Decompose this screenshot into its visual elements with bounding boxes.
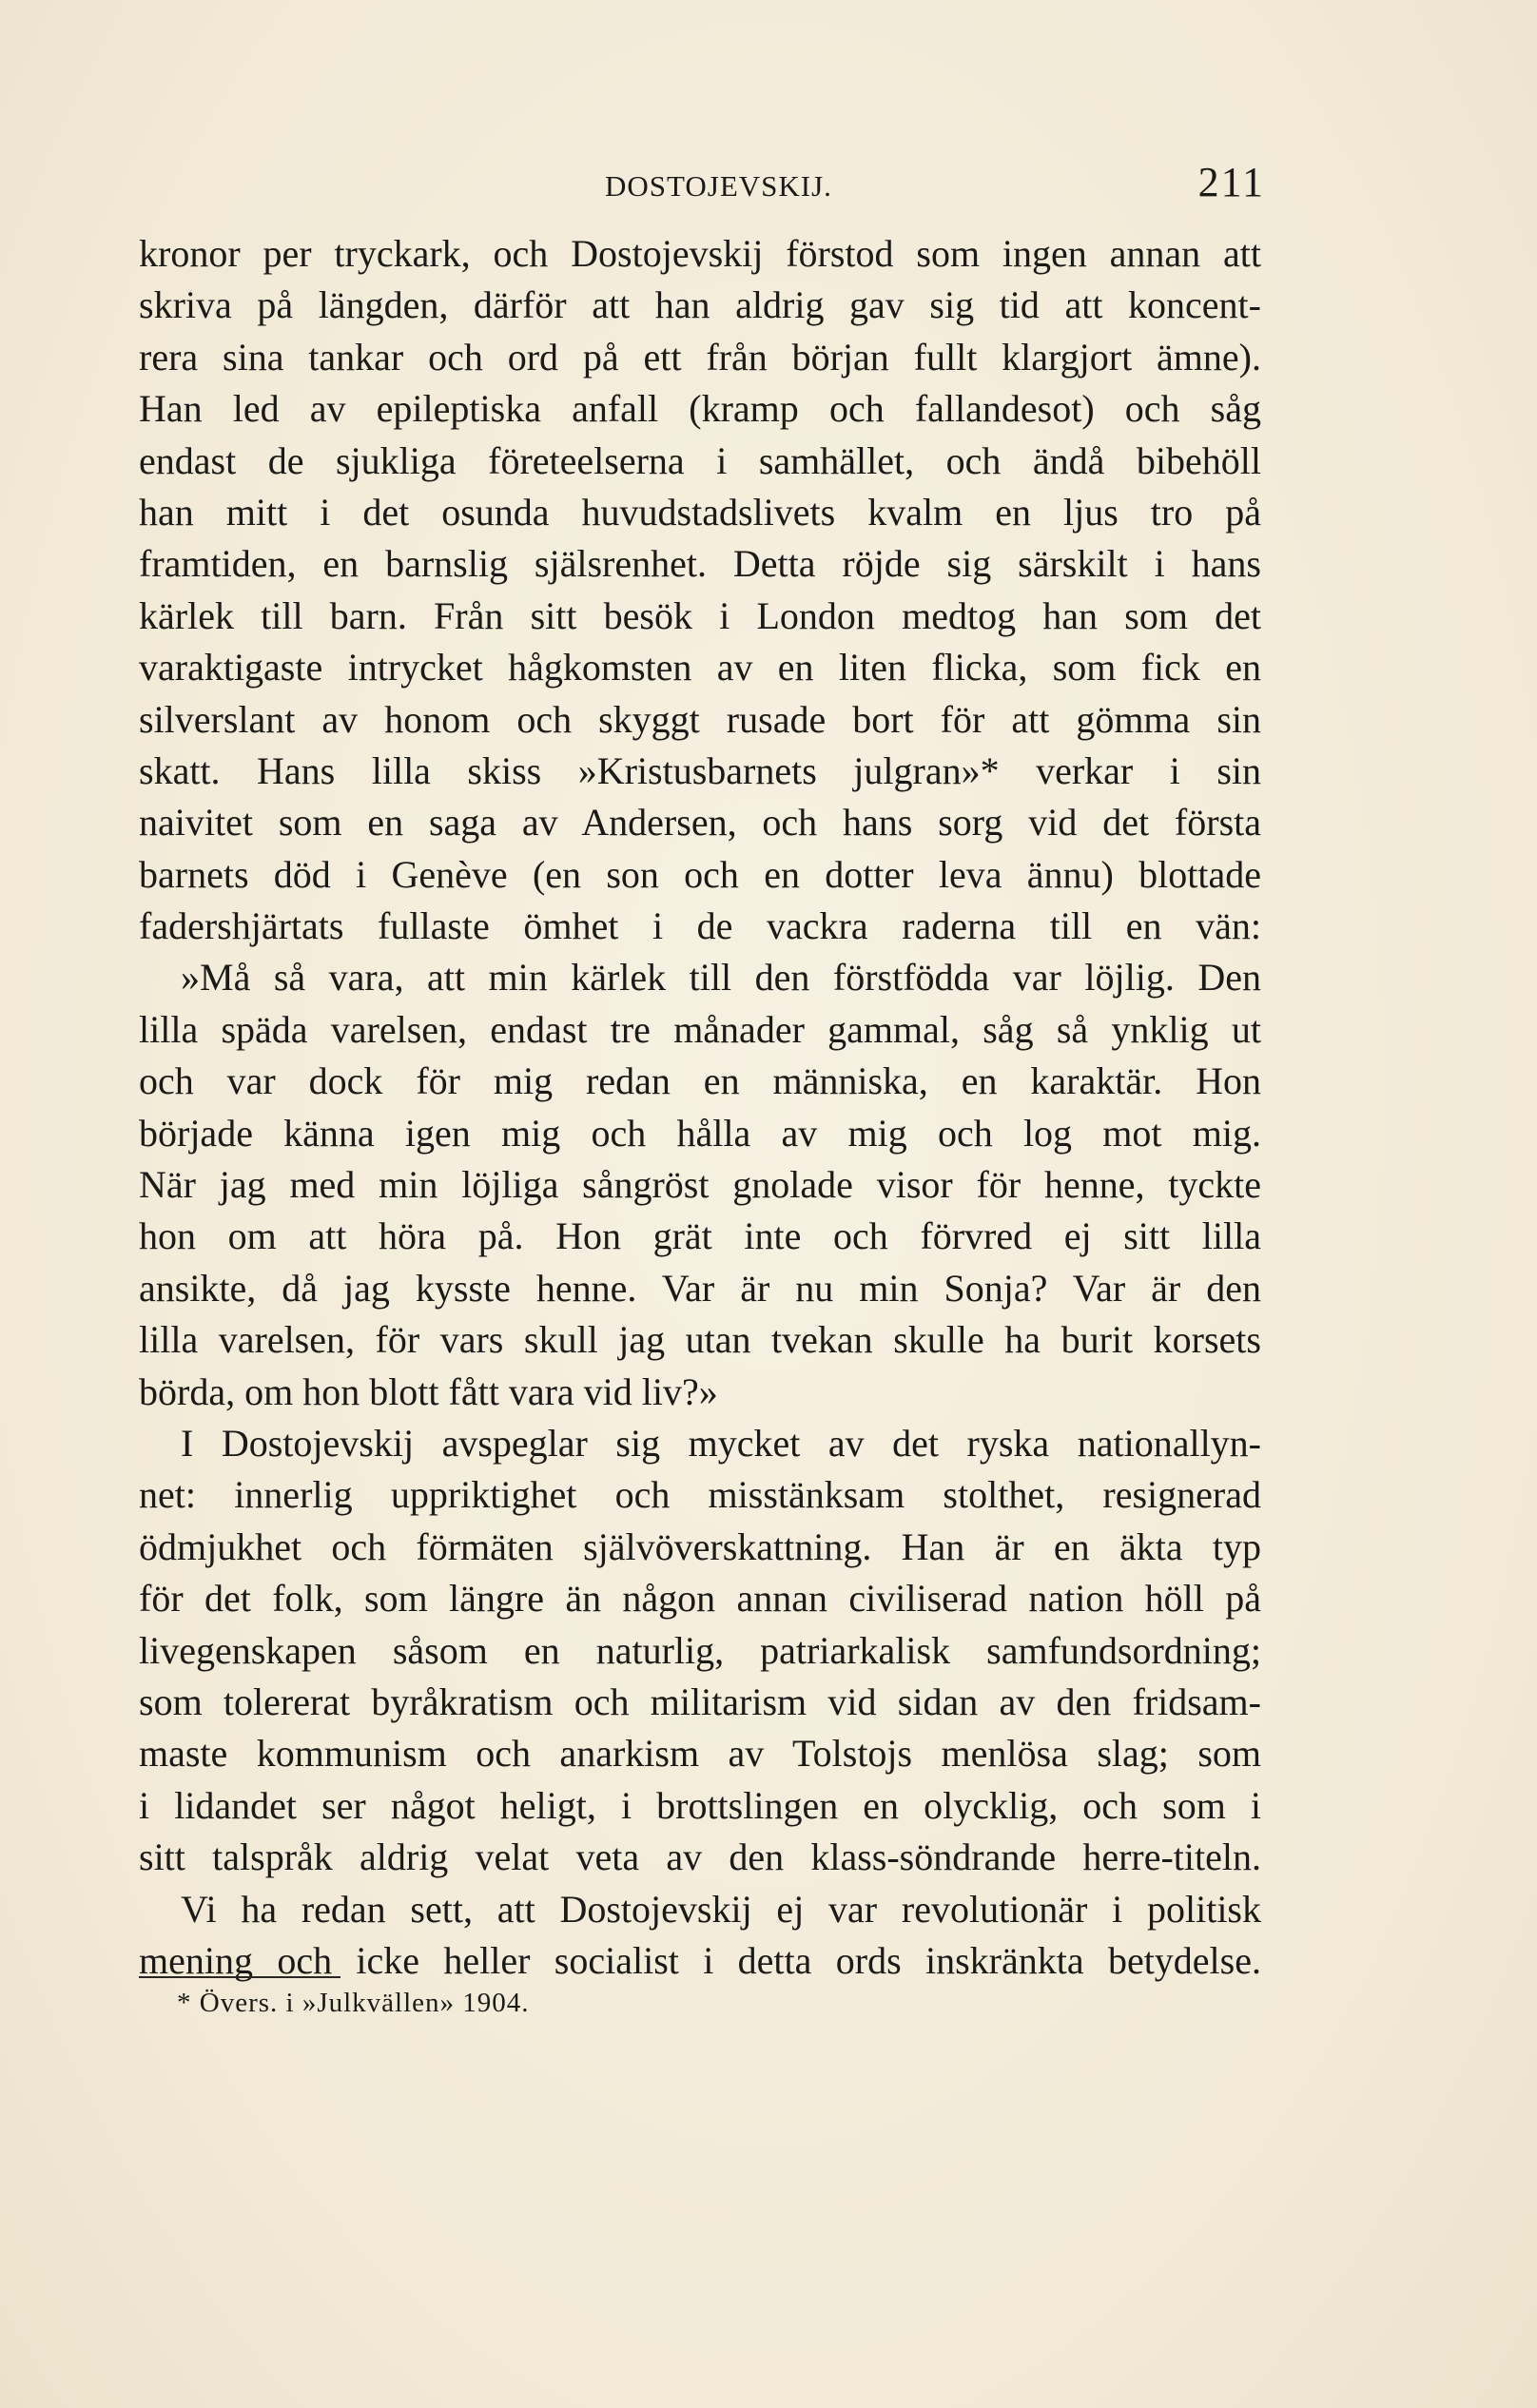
text-line: han mitt i det osunda huvudstadslivets kvalm en ljus tro på <box>139 490 1261 534</box>
text-line: mening och icke heller socialist i detta ords inskränkta betydelse. <box>139 1938 1261 1982</box>
text-line: naivitet som en saga av Andersen, och hans sorg vid det första <box>139 801 1261 845</box>
text-line: I Dostojevskij avspeglar sig mycket av det ryska nationallyn- <box>181 1421 1261 1465</box>
text-line: i lidandet ser något heligt, i brottslingen en olycklig, och som i <box>139 1783 1261 1827</box>
text-line: Han led av epileptiska anfall (kramp och fallandesot) och såg <box>139 387 1261 431</box>
text-line: ansikte, då jag kysste henne. Var är nu min Sonja? Var är den <box>139 1266 1261 1310</box>
footnote: * Övers. i »Julkvällen» 1904. <box>177 1988 530 2018</box>
text-line: livegenskapen såsom en naturlig, patriarkalisk samfundsordning; <box>139 1628 1261 1672</box>
text-line: kärlek till barn. Från sitt besök i London medtog han som det <box>139 593 1261 637</box>
page-header <box>139 158 1265 215</box>
text-line: som tolererat byråkratism och militarism vid sidan av den fridsam- <box>139 1680 1261 1723</box>
page-number: 211 <box>1197 159 1265 205</box>
text-line: kronor per tryckark, och Dostojevskij förstod som ingen annan att <box>139 232 1261 275</box>
text-line: lilla varelsen, för vars skull jag utan tvekan skulle ha burit korsets <box>139 1318 1261 1362</box>
text-line: varaktigaste intrycket hågkomsten av en liten flicka, som fick en <box>139 646 1261 689</box>
text-line: fadershjärtats fullaste ömhet i de vackra raderna till en vän: <box>139 904 1261 948</box>
text-line: skriva på längden, därför att han aldrig gav sig tid att koncent- <box>139 283 1261 327</box>
text-line: började känna igen mig och hålla av mig och log mot mig. <box>139 1111 1261 1155</box>
text-line: börda, om hon blott fått vara vid liv?» <box>139 1369 718 1413</box>
text-line: hon om att höra på. Hon grät inte och förvred ej sitt lilla <box>139 1214 1261 1258</box>
text-line: maste kommunism och anarkism av Tolstojs menlösa slag; som <box>139 1732 1261 1776</box>
footnote-divider <box>139 1976 340 1978</box>
text-line: silverslant av honom och skyggt rusade bort för att gömma sin <box>139 697 1261 741</box>
text-line: sitt talspråk aldrig velat veta av den klass-söndrande herre-titeln. <box>139 1835 1261 1879</box>
text-line: för det folk, som längre än någon annan civiliserad nation höll på <box>139 1577 1261 1621</box>
body-text <box>139 228 1261 1987</box>
text-line: Vi ha redan sett, att Dostojevskij ej var revolutionär i politisk <box>181 1887 1261 1931</box>
text-line: skatt. Hans lilla skiss »Kristusbarnets julgran»* verkar i sin <box>139 748 1261 792</box>
text-line: lilla späda varelsen, endast tre månader gammal, såg så ynklig ut <box>139 1007 1261 1051</box>
text-line: rera sina tankar och ord på ett från början fullt klargjort ämne). <box>139 335 1261 379</box>
text-line: net: innerlig uppriktighet och misstänksam stolthet, resignerad <box>139 1473 1261 1517</box>
text-line: framtiden, en barnslig själsrenhet. Detta röjde sig särskilt i hans <box>139 542 1261 586</box>
text-line: När jag med min löjliga sångröst gnolade visor för henne, tyckte <box>139 1163 1261 1207</box>
text-line: barnets död i Genève (en son och en dotter leva ännu) blottade <box>139 852 1261 896</box>
text-line: endast de sjukliga företeelserna i samhället, och ändå bibehöll <box>139 438 1261 482</box>
text-line: ödmjukhet och förmäten självöverskattning. Han är en äkta typ <box>139 1524 1261 1568</box>
running-head: DOSTOJEVSKIJ. <box>605 169 832 203</box>
text-line: och var dock för mig redan en människa, en karaktär. Hon <box>139 1059 1261 1103</box>
text-line: »Må så vara, att min kärlek till den förstfödda var löjlig. Den <box>181 956 1261 1000</box>
